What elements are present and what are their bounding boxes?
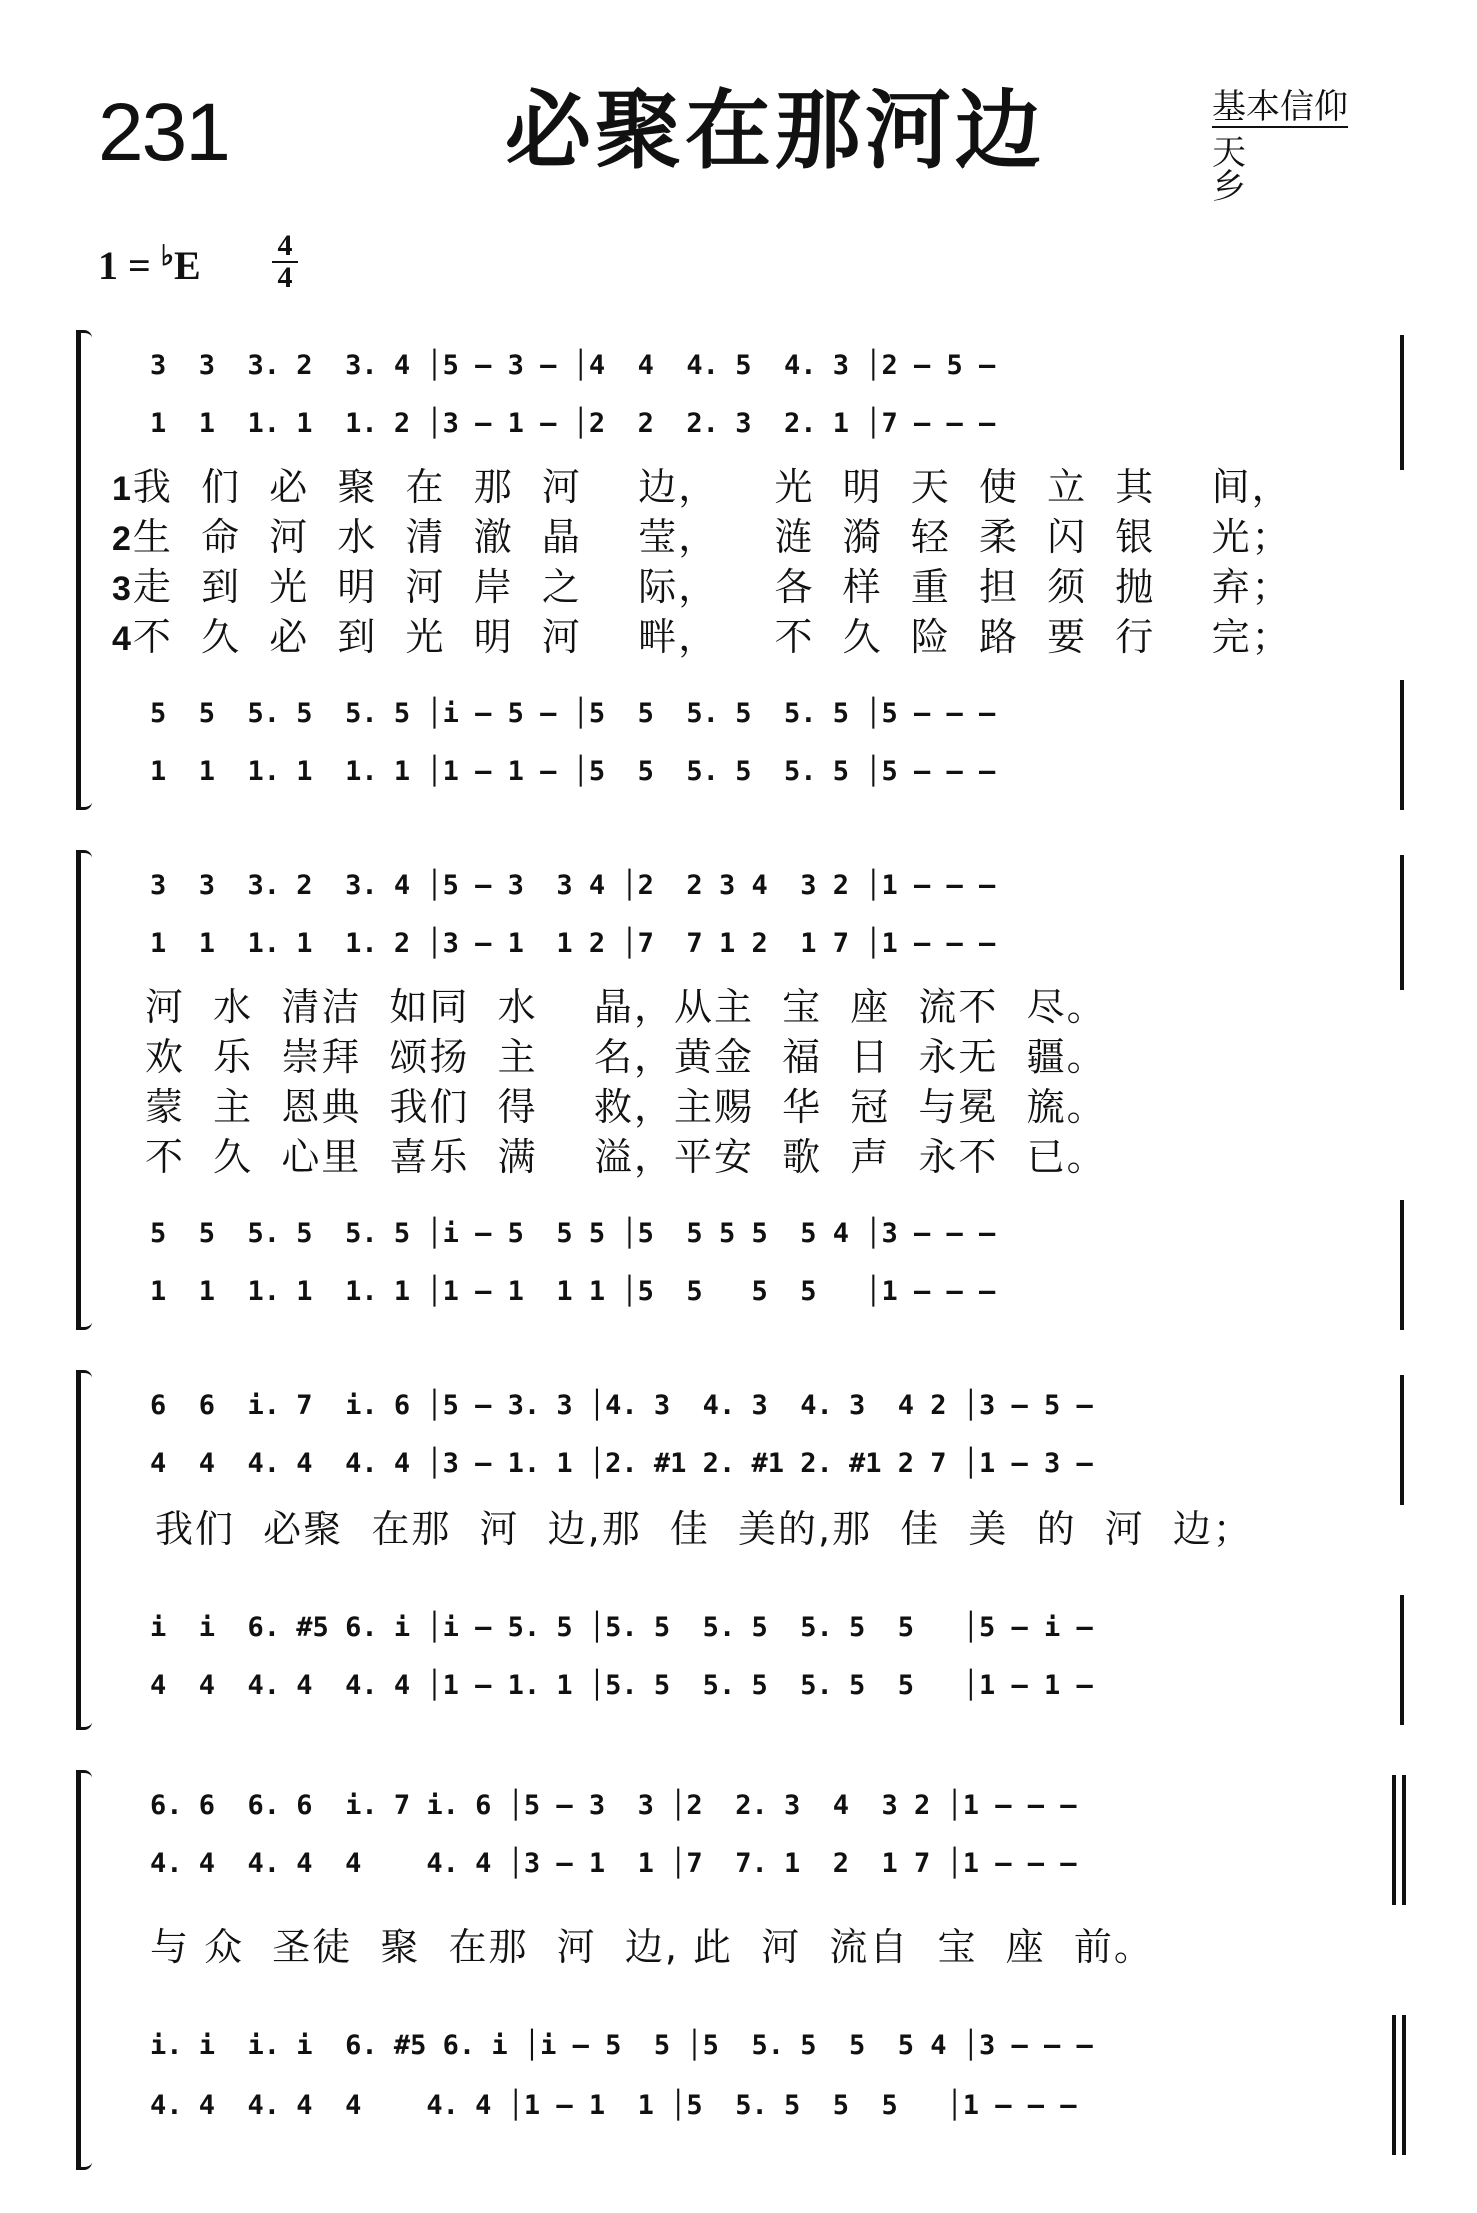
barline [1400, 1595, 1404, 1725]
final-barline [1392, 2015, 1396, 2155]
verse-number: 1 [112, 470, 133, 508]
lyric-text: 走 到 光 明 河 岸 之 际， 各 样 重 担 须 抛 弃； [132, 565, 1292, 609]
verse-4-lyric: 不 久 心里 喜乐 满 溢，平安 歌 声 永不 已。 [145, 1135, 1107, 1179]
tenor-line: i i 6. #5 6. i │i – 5. 5 │5. 5 5. 5 5. 5 5 │5 – i – [150, 1612, 1093, 1643]
verse-4-lyric [112, 615, 1292, 659]
hymn-title: 必聚在那河边 [505, 81, 1045, 181]
bass-line: 4. 4 4. 4 4 4. 4 │1 – 1 1 │5 5. 5 5 5 │1 – – – [150, 2090, 1077, 2121]
soprano-line: 3 3 3. 2 3. 4 │5 – 3 3 4 │2 2 3 4 3 2 │1 – – – [150, 870, 996, 901]
hymn-number: 231 [98, 87, 229, 178]
chorus-lyric: 与 众 圣徒 聚 在那 河 边, 此 河 流自 宝 座 前。 [150, 1925, 1154, 1969]
system-bracket [76, 330, 92, 810]
chorus-lyric: 我们 必聚 在那 河 边,那 佳 美的,那 佳 美 的 河 边； [155, 1507, 1253, 1551]
time-signature-bottom: 4 [277, 261, 293, 294]
verse-number: 3 [112, 570, 133, 608]
system-bracket [76, 1770, 92, 2170]
verse-1-lyric: 河 水 清洁 如同 水 晶，从主 宝 座 流不 尽。 [145, 985, 1107, 1029]
key-letter: E [174, 243, 201, 288]
hymn-author: 天 乡 [1212, 133, 1316, 207]
final-barline [1402, 1775, 1406, 1905]
barline [1400, 1375, 1404, 1505]
alto-line: 1 1 1. 1 1. 2 │3 – 1 – │2 2 2. 3 2. 1 │7 – – – [150, 408, 996, 439]
lyric-text: 生 命 河 水 清 澈 晶 莹， 涟 漪 轻 柔 闪 银 光； [132, 515, 1292, 559]
lyric-text: 不 久 必 到 光 明 河 畔， 不 久 险 路 要 行 完； [132, 615, 1292, 659]
key-prefix: 1 = [98, 243, 161, 288]
barline [1400, 855, 1404, 990]
alto-line: 4 4 4. 4 4. 4 │3 – 1. 1 │2. #1 2. #1 2. #1 2 7 │1 – 3 – [150, 1448, 1093, 1479]
lyric-text: 我 们 必 聚 在 那 河 边， 光 明 天 使 立 其 间， [132, 465, 1292, 509]
verse-3-lyric [112, 565, 1292, 609]
bass-line: 4 4 4. 4 4. 4 │1 – 1. 1 │5. 5 5. 5 5. 5 5 │1 – 1 – [150, 1670, 1093, 1701]
tenor-line: 5 5 5. 5 5. 5 │i – 5 – │5 5 5. 5 5. 5 │5 – – – [150, 698, 996, 729]
barline [1400, 1200, 1404, 1330]
time-signature-top: 4 [277, 229, 293, 262]
soprano-line: 3 3 3. 2 3. 4 │5 – 3 – │4 4 4. 5 4. 3 │2 – 5 – [150, 350, 996, 381]
verse-number: 4 [112, 620, 133, 658]
system-3 [0, 1360, 1477, 1740]
verse-2-lyric: 欢 乐 崇拜 颂扬 主 名，黄金 福 日 永无 疆。 [145, 1035, 1107, 1079]
system-2 [0, 840, 1477, 1340]
system-bracket [76, 850, 92, 1330]
system-4 [0, 1760, 1477, 2180]
verse-number: 2 [112, 520, 133, 558]
barline [1400, 680, 1404, 810]
verse-3-lyric: 蒙 主 恩典 我们 得 救，主赐 华 冠 与冕 旒。 [145, 1085, 1107, 1129]
final-barline [1402, 2015, 1406, 2155]
key-signature [98, 243, 201, 286]
barline [1400, 335, 1404, 470]
time-signature [270, 229, 300, 294]
hymn-category: 基本信仰 [1212, 87, 1348, 127]
bass-line: 1 1 1. 1 1. 1 │1 – 1 1 1 │5 5 5 5 │1 – – – [150, 1276, 996, 1307]
final-barline [1392, 1775, 1396, 1905]
soprano-line: 6 6 i. 7 i. 6 │5 – 3. 3 │4. 3 4. 3 4. 3 4 2 │3 – 5 – [150, 1390, 1093, 1421]
system-1 [0, 320, 1477, 820]
bass-line: 1 1 1. 1 1. 1 │1 – 1 – │5 5 5. 5 5. 5 │5 – – – [150, 756, 996, 787]
soprano-line: 6. 6 6. 6 i. 7 i. 6 │5 – 3 3 │2 2. 3 4 3 2 │1 – – – [150, 1790, 1077, 1821]
tenor-line: i. i i. i 6. #5 6. i │i – 5 5 │5 5. 5 5 5 4 │3 – – – [150, 2030, 1093, 2061]
flat-sign: ♭ [160, 241, 175, 272]
system-bracket [76, 1370, 92, 1730]
tenor-line: 5 5 5. 5 5. 5 │i – 5 5 5 │5 5 5 5 5 4 │3 – – – [150, 1218, 996, 1249]
alto-line: 4. 4 4. 4 4 4. 4 │3 – 1 1 │7 7. 1 2 1 7 │1 – – – [150, 1848, 1077, 1879]
alto-line: 1 1 1. 1 1. 2 │3 – 1 1 2 │7 7 1 2 1 7 │1 – – – [150, 928, 996, 959]
verse-1-lyric [112, 465, 1292, 509]
verse-2-lyric [112, 515, 1292, 559]
